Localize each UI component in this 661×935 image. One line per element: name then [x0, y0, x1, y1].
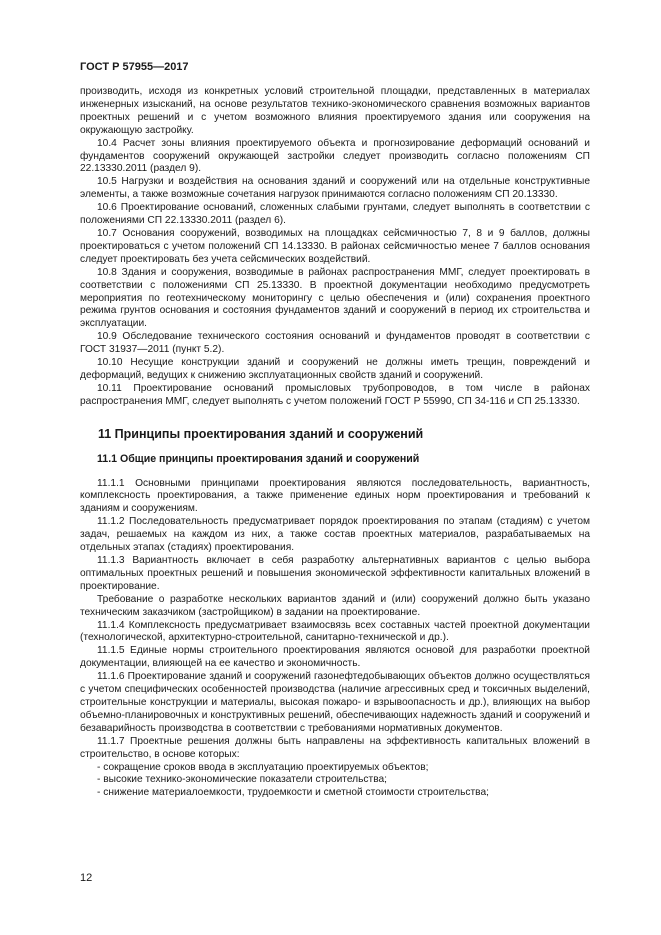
paragraph: производить, исходя из конкретных условий строительной площадки, представленных в материалах инженерных изысканий, на основе результатов технико-экономического сравнения возможных вариантов проектных решений и с учетом возможного влияния проектируемого здания или сооружения на окружающую застройку. [80, 86, 590, 136]
paragraph: 10.9 Обследование технического состояния оснований и фундаментов проводят в соответствии с ГОСТ 31937—2011 (пункт 5.2). [80, 331, 590, 356]
bullet-list [80, 762, 590, 801]
paragraph: 11.1.3 Вариантность включает в себя разработку альтернативных вариантов с целью выбора оптимальных проектных решений и повышения экономической эффективности капитальных вложений в проектирование. [80, 555, 590, 592]
list-item: - снижение материалоемкости, трудоемкости и сметной стоимости строительства; [97, 787, 590, 800]
paragraph: Требование о разработке нескольких вариантов зданий и (или) сооружений должно быть указано техническим заказчиком (застройщиком) в задании на проектирование. [80, 593, 590, 618]
paragraph: 10.4 Расчет зоны влияния проектируемого объекта и прогнозирование деформаций оснований и фундаментов сооружений окружающей застройки следует производить согласно положениям СП 22.13330.2011 (раздел 9). [80, 137, 590, 175]
subsection-title: 11.1 Общие принципы проектирования зданий и сооружений [97, 452, 420, 465]
paragraph: 10.10 Несущие конструкции зданий и сооружений не должны иметь трещин, повреждений и деформаций, ведущих к снижению эксплуатационных свойств зданий и сооружений. [80, 357, 590, 381]
section-title: 11 Принципы проектирования зданий и сооружений [98, 426, 424, 441]
document-header: ГОСТ Р 57955—2017 [80, 61, 189, 73]
paragraph: 11.1.5 Единые нормы строительного проектирования являются основой для разработки проектной документации, влияющей на ее качество и экономичность. [80, 645, 590, 670]
list-item: - высокие технико-экономические показатели строительства; [97, 774, 590, 787]
list-item: - сокращение сроков ввода в эксплуатацию проектируемых объектов; [97, 762, 590, 775]
paragraph: 11.1.4 Комплексность предусматривает взаимосвязь всех составных частей проектной документации (технологической, архитектурно-строительной, санитарно-технической и др.). [80, 619, 590, 644]
paragraph: 10.8 Здания и сооружения, возводимые в районах распространения ММГ, следует проектировать в соответствии с положениями СП 25.13330. В проектной документации необходимо предусмотреть мероприятия по геотехническому мониторингу с целью обеспечения и (или) сохранения проектного режима грунтов основания и состояния фундаментов зданий и сооружений в период их строительства и эксплуатации. [80, 266, 590, 330]
page-number: 12 [80, 872, 93, 884]
document-body [80, 86, 590, 800]
paragraph: 11.1.6 Проектирование зданий и сооружений газонефтедобывающих объектов должно осуществляться с учетом специфических особенностей производства (наличие агрессивных сред и токсичных выделений, строительные конструкции и материалы, высокая пожаро- и взрывоопасность и др.), влияющих на выбор объемно-планировочных и конструктивных решений, обеспечивающих надежность зданий и сооружений и безаварийность производства в соответствии с требованиями нормативных документов. [80, 671, 590, 734]
paragraph: 10.7 Основания сооружений, возводимых на площадках сейсмичностью 7, 8 и 9 баллов, должны проектироваться с учетом положений СП 14.13330. В районах сейсмичностью менее 7 баллов основания следует проектировать без учета сейсмических воздействий. [80, 227, 590, 265]
paragraph: 10.11 Проектирование оснований промысловых трубопроводов, в том числе в районах распространения ММГ, следует выполнять с учетом положений ГОСТ Р 55990, СП 34-116 и СП 25.13330. [80, 382, 590, 407]
paragraph: 10.6 Проектирование оснований, сложенных слабыми грунтами, следует выполнять в соответствии с положениями СП 22.13330.2011 (раздел 6). [80, 202, 590, 227]
paragraph: 10.5 Нагрузки и воздействия на основания зданий и сооружений или на отдельные конструктивные элементы, а также возможные сочетания нагрузок принимаются согласно положениям СП 20.13330. [80, 176, 590, 201]
paragraph: 11.1.2 Последовательность предусматривает порядок проектирования по этапам (стадиям) с учетом задач, решаемых на каждом из них, а также состав проектных материалов, разрабатываемых на отдельных этапах (стадиях) проектирования. [80, 516, 590, 554]
paragraph: 11.1.7 Проектные решения должны быть направлены на эффективность капитальных вложений в строительство, в основе которых: [80, 735, 590, 760]
paragraph: 11.1.1 Основными принципами проектирования являются последовательность, вариантность, комплексность проектирования, а также применение единых норм проектирования и требований к зданиям и сооружениям. [80, 477, 590, 515]
